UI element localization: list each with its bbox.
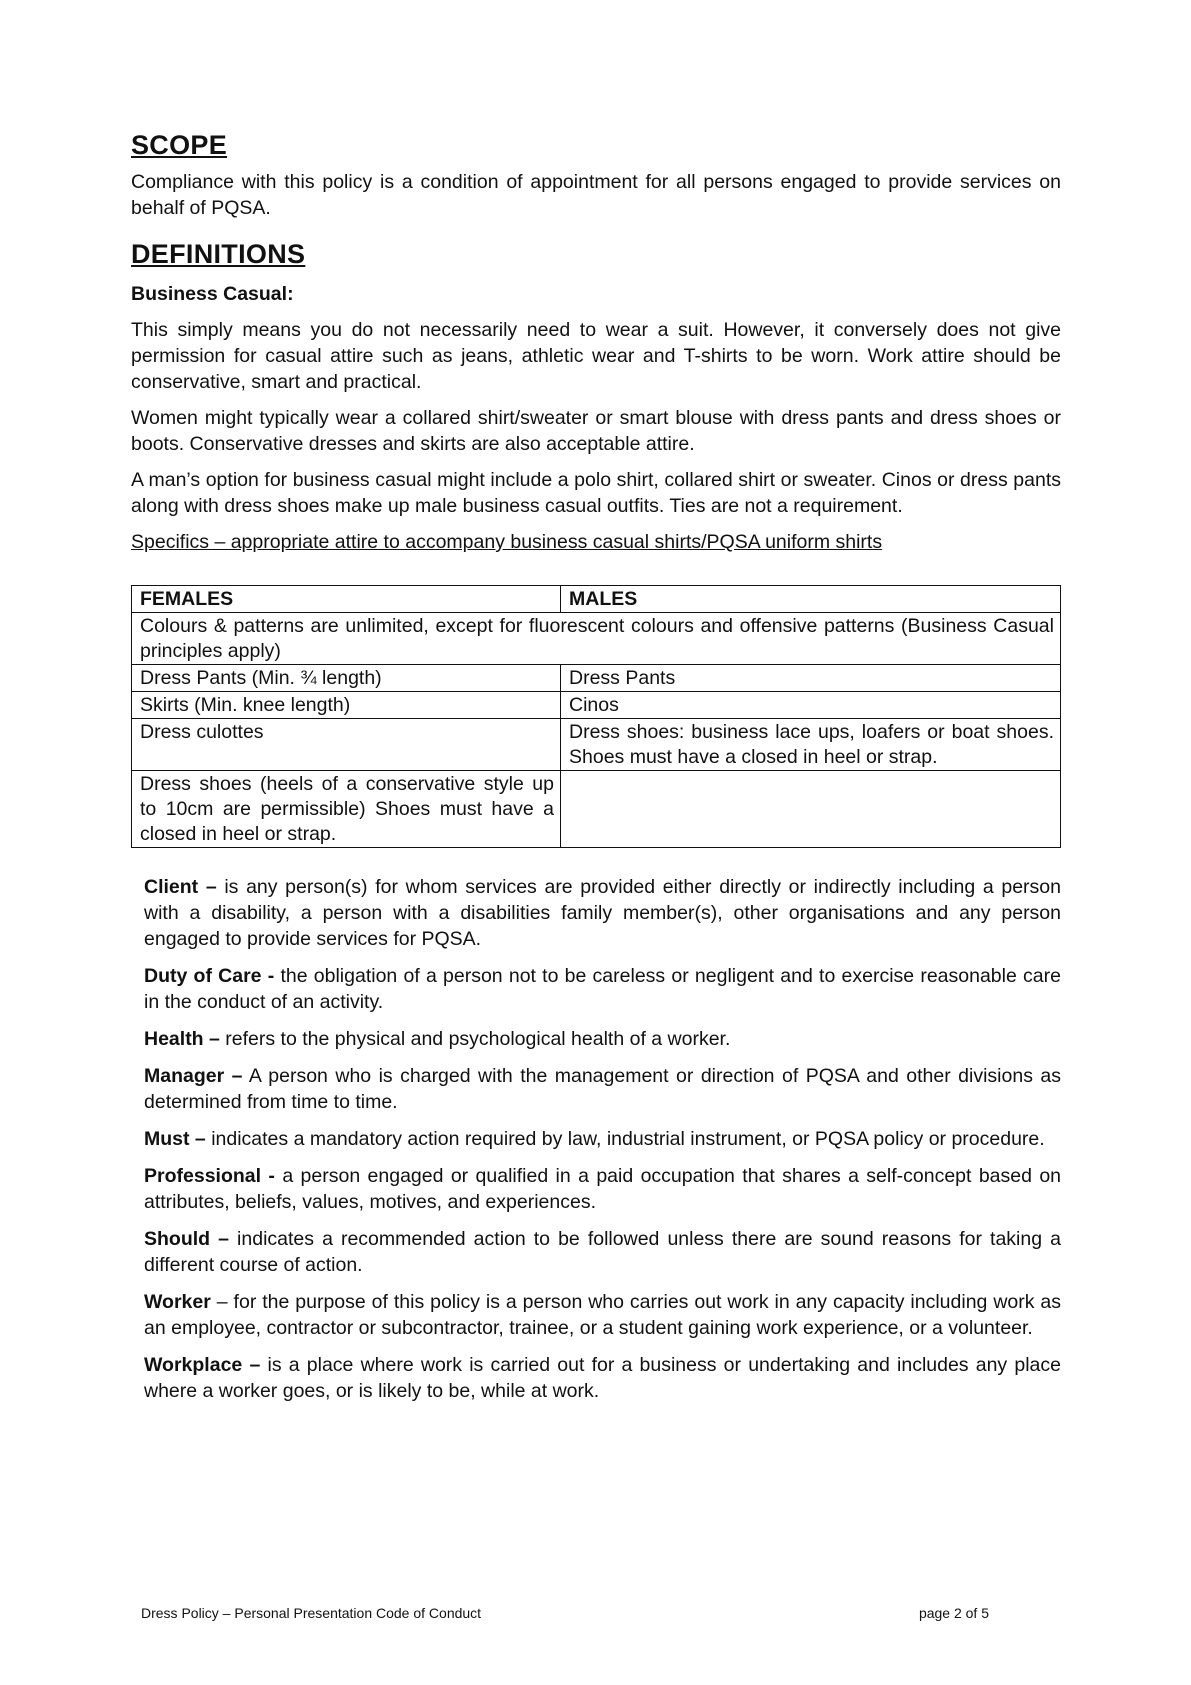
definition-list — [144, 874, 1061, 1404]
term-text: the obligation of a person not to be careless or negligent and to exercise reasonable care in the conduct of an activity. — [144, 965, 1061, 1013]
term: Professional - — [144, 1165, 275, 1187]
business-casual-paragraph-2: Women might typically wear a collared shirt/sweater or smart blouse with dress pants and dress shoes or boots. Conservative dresses and skirts are also acceptable attire. — [131, 407, 1061, 455]
term-text: A person who is charged with the management or direction of PQSA and other divisions as determined from time to time. — [144, 1065, 1062, 1113]
specifics-label: Specifics – appropriate attire to accompany business casual shirts/PQSA uniform shirts — [131, 531, 883, 553]
definition-client — [144, 874, 1061, 952]
term-text: – for the purpose of this policy is a person who carries out work in any capacity including work as an employee, contractor or subcontractor, trainee, or a student gaining work experience, or a volunteer. — [144, 1291, 1062, 1339]
definition-workplace — [144, 1352, 1061, 1404]
term: Manager – — [144, 1065, 243, 1087]
scope-heading: SCOPE — [131, 130, 228, 160]
term: Duty of Care - — [144, 965, 275, 987]
term: Worker — [144, 1291, 211, 1313]
business-casual-paragraph-3: A man’s option for business casual might include a polo shirt, collared shirt or sweater. Cinos or dress pants along with dress shoes make up male business casual outfits. Ties are not a requirement. — [131, 469, 1061, 517]
term: Should – — [144, 1228, 229, 1250]
table-cell: Dress shoes: business lace ups, loafers or boat shoes. Shoes must have a closed in heel or strap. — [561, 719, 1061, 771]
attire-table — [131, 585, 1061, 848]
definition-worker — [144, 1289, 1061, 1341]
definitions-heading: DEFINITIONS — [131, 239, 306, 269]
table-cell: Dress culottes — [132, 719, 561, 771]
term: Must – — [144, 1128, 206, 1150]
table-cell: Dress shoes (heels of a conservative style up to 10cm are permissible) Shoes must have a closed in heel or strap. — [132, 771, 561, 848]
table-cell — [561, 771, 1061, 848]
definition-should — [144, 1226, 1061, 1278]
table-row — [132, 771, 1061, 848]
males-header: MALES — [561, 586, 1061, 613]
term-text: indicates a mandatory action required by law, industrial instrument, or PQSA policy or procedure. — [211, 1128, 1045, 1150]
table-cell: Dress Pants — [561, 665, 1061, 692]
term-text: is any person(s) for whom services are provided either directly or indirectly including a person with a disability, a person with a disabilities family member(s), other organisations and any person engaged to provide services for PQSA. — [144, 876, 1061, 950]
term-text: a person engaged or qualified in a paid occupation that shares a self-concept based on attributes, beliefs, values, motives, and experiences. — [144, 1165, 1062, 1213]
business-casual-paragraph-1: This simply means you do not necessarily need to wear a suit. However, it conversely does not give permission for casual attire such as jeans, athletic wear and T-shirts to be worn. Work attire should be conservative, smart and practical. — [131, 319, 1061, 393]
table-row — [132, 613, 1061, 665]
females-header: FEMALES — [132, 586, 561, 613]
definition-professional — [144, 1163, 1061, 1215]
table-cell: Skirts (Min. knee length) — [132, 692, 561, 719]
term-text: indicates a recommended action to be followed unless there are sound reasons for taking a different course of action. — [144, 1228, 1061, 1276]
table-row — [132, 665, 1061, 692]
term: Health – — [144, 1028, 220, 1050]
definition-manager — [144, 1063, 1061, 1115]
scope-text: Compliance with this policy is a condition of appointment for all persons engaged to provide services on behalf of PQSA. — [131, 171, 1061, 219]
table-header-row — [132, 586, 1061, 613]
term-text: is a place where work is carried out for a business or undertaking and includes any place where a worker goes, or is likely to be, while at work. — [144, 1354, 1061, 1402]
footer-title: Dress Policy – Personal Presentation Code of Conduct — [141, 1605, 482, 1621]
table-row — [132, 692, 1061, 719]
colours-note: Colours & patterns are unlimited, except for fluorescent colours and offensive patterns (Business Casual principles apply) — [132, 613, 1061, 665]
business-casual-subheading: Business Casual: — [131, 283, 294, 305]
term-text: refers to the physical and psychological health of a worker. — [225, 1028, 731, 1050]
table-cell: Cinos — [561, 692, 1061, 719]
table-row — [132, 719, 1061, 771]
table-cell: Dress Pants (Min. ¾ length) — [132, 665, 561, 692]
definition-health — [144, 1026, 1061, 1052]
document-page — [131, 128, 1061, 1404]
term: Workplace – — [144, 1354, 261, 1376]
footer-page-number: page 2 of 5 — [918, 1605, 989, 1621]
definition-must — [144, 1126, 1061, 1152]
page-footer — [141, 1605, 989, 1621]
definition-duty-of-care — [144, 963, 1061, 1015]
term: Client – — [144, 876, 217, 898]
